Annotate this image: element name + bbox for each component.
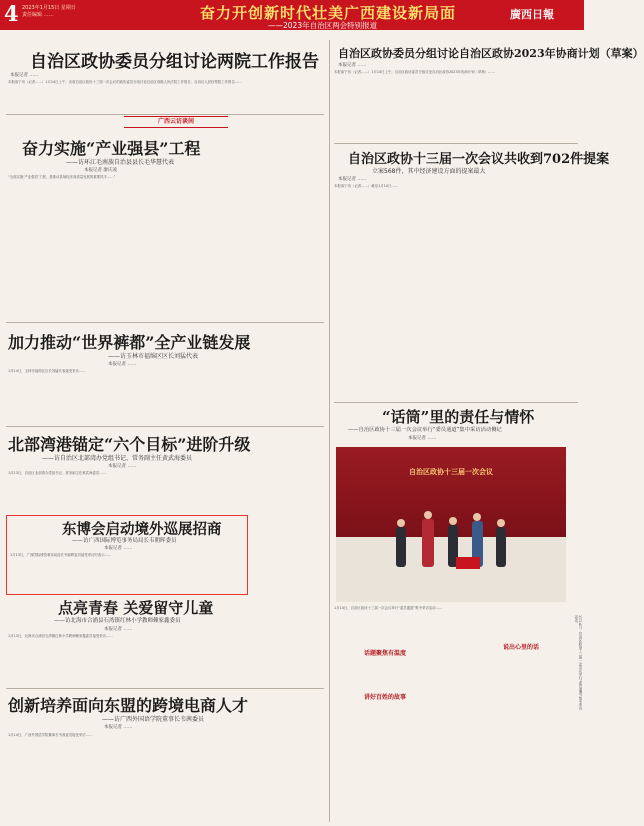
article-byline: 本报记者 …… <box>108 464 137 469</box>
article-body: 1月13日，自治区北部湾办党组书记、常务副主任黄武海委员…… <box>8 471 107 475</box>
section-tag: 广西云访谈间 <box>124 116 228 128</box>
article-subtitle: ——访北海市合浦县石湾镇红林小学教师赖家鑫委员 <box>54 618 181 624</box>
divider <box>6 322 324 323</box>
article-subtitle: ——自治区政协十三届一次会议举行“委员通道”集中采访活动侧记 <box>348 427 502 433</box>
article-byline: 本报记者 …… <box>104 546 133 551</box>
header-subtitle: ——2023年自治区两会特别报道 <box>268 21 378 30</box>
article-body: 本报南宁讯（记者……）1月14日上午，出席自治区政协十三届一次会议的政协委员分组讨论自治区高级人民法院工作报告、自治区人民检察院工作报告…… <box>8 80 242 84</box>
header-date <box>22 5 76 19</box>
article-byline: 本报记者 …… <box>104 627 133 632</box>
article-body: 1月14日，自治区政协十三届一次会议举行“委员通道”集中采访活动…… <box>334 606 443 610</box>
article-title: 自治区政协十三届一次会议共收到702件提案 <box>348 152 610 167</box>
people-figures <box>336 507 566 602</box>
article-body: 1月13日，广西国际博览事务局局长韦朝晖委员接受采访时表示…… <box>10 553 112 557</box>
article-byline: 本报记者 …… <box>338 177 367 182</box>
article-byline: 本报记者 …… <box>108 362 137 367</box>
article-body <box>334 702 478 820</box>
subhead: 说出心里的话 <box>503 644 540 651</box>
article-subtitle: ——访自治区北部湾办党组书记、常务副主任黄武海委员 <box>42 455 193 462</box>
article-subtitle: ——访玉林市福绵区区长刘猛代表 <box>108 353 199 360</box>
article-body: 1月14日，广西外国语学院董事长韦茜委员接受采访…… <box>8 733 93 737</box>
divider <box>6 114 324 115</box>
article-body: 1月13日，北海市合浦县石湾镇红林小学教师赖家鑫委员接受采访…… <box>8 634 113 638</box>
article-body: “全面实施‘产业强县’工程，是推动县域经济高质量发展的重要抓手……” <box>8 175 116 179</box>
article-title: 创新培养面向东盟的跨境电商人才 <box>8 696 249 715</box>
article-subtitle: ——访环江毛南族自治县县长毛华慧代表 <box>66 159 175 166</box>
article-body: 1月14日，玉林市福绵区区长刘猛代表接受采访…… <box>8 369 86 373</box>
article-title: 加力推动“世界裤都”全产业链发展 <box>8 333 251 352</box>
article-title: 点亮青春 关爱留守儿童 <box>58 599 214 617</box>
newspaper-logo: 廣西日報 <box>510 8 554 21</box>
article-body: 本报南宁讯（记者……）截至1月14日…… <box>334 184 399 188</box>
article-subtitle: ——访广西外国语学院董事长韦茜委员 <box>102 716 205 723</box>
article-title: 奋力实施“产业强县”工程 <box>22 139 201 158</box>
article-subtitle: 立案568件，其中经济建设方面的提案最大 <box>372 168 486 175</box>
article-byline: 本报记者 廖庆凌 <box>84 168 117 173</box>
column-divider <box>329 40 330 822</box>
article-body <box>485 652 573 816</box>
date-text: 2023年1月15日 星期日 <box>22 5 76 11</box>
article-body <box>485 608 573 636</box>
subhead: 话题聚焦有温度 <box>364 650 407 657</box>
article-byline: 本报记者 …… <box>338 63 367 68</box>
divider <box>6 688 324 689</box>
divider <box>6 426 324 427</box>
page-header <box>0 0 584 30</box>
article-body <box>334 658 478 682</box>
article-title: 东博会启动境外巡展招商 <box>62 521 222 538</box>
subhead: 讲好百姓的故事 <box>364 694 407 701</box>
divider <box>334 402 578 403</box>
article-title: “话筒”里的责任与情怀 <box>382 408 535 426</box>
edition-text: 责任编辑 …… <box>22 12 54 18</box>
article-title: 北部湾港锚定“六个目标”进阶升级 <box>8 435 251 454</box>
article-title: 自治区政协委员分组讨论两院工作报告 <box>30 52 319 72</box>
header-title: 奋力开创新时代壮美广西建设新局面 <box>200 4 457 22</box>
right-column <box>483 608 575 818</box>
article-byline: 本报记者 …… <box>10 73 39 78</box>
divider <box>334 143 578 144</box>
article-title: 自治区政协委员分组讨论自治区政协2023年协商计划（草案） <box>338 47 644 60</box>
article-body: 本报南宁讯（记者……）1月14日上午，自治区政协委员分组讨论自治区政协2023年协商计划（草案）…… <box>334 70 495 74</box>
article-subtitle: ——访广西国际博览事务局局长韦朝晖委员 <box>72 538 177 544</box>
article-byline: 本报记者 …… <box>408 436 437 441</box>
photo-caption: 1月14日，自治区政协十三届一次会议举行“委员通道”集中采访活动。 <box>573 615 582 710</box>
event-photo <box>336 447 566 602</box>
article-byline: 本报记者 …… <box>104 725 133 730</box>
photo-banner-text: 自治区政协十三届一次会议 <box>409 468 493 476</box>
page-number: 4 <box>4 1 19 26</box>
